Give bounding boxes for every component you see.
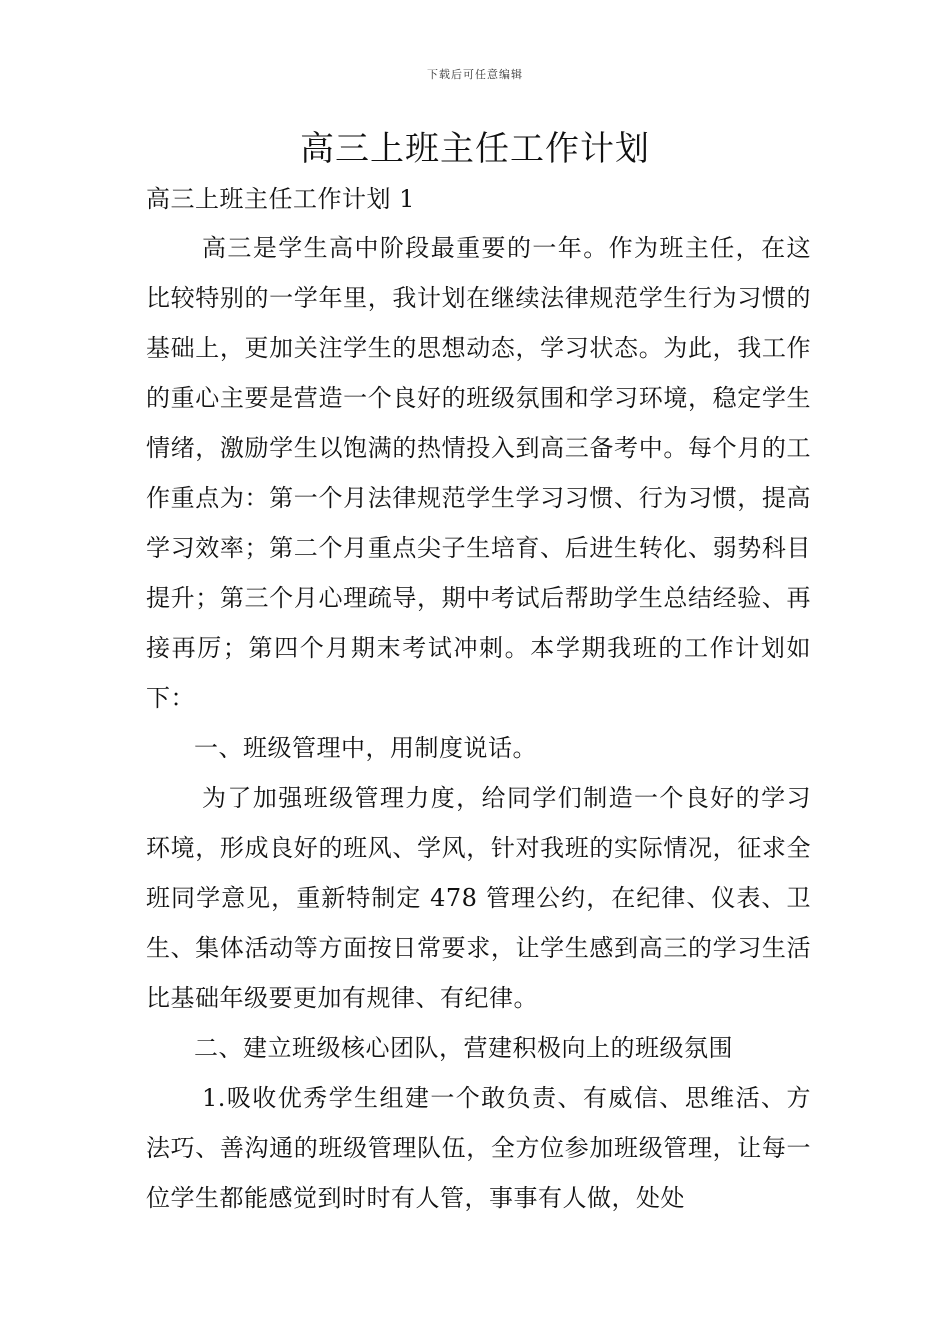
intro-paragraph: 高三是学生高中阶段最重要的一年。作为班主任，在这比较特别的一学年里，我计划在继续法律规范学生行为习惯的基础上，更加关注学生的思想动态，学习状态。为此，我工作的重心主要是营造一个良好的班级氛围和学习环境，稳定学生情绪，激励学生以饱满的热情投入到高三备考中。每个月的工作重点为：第一个月法律规范学生学习习惯、行为习惯，提高学习效率；第二个月重点尖子生培育、后进生转化、弱势科目提升；第三个月心理疏导，期中考试后帮助学生总结经验、再接再厉；第四个月期末考试冲刺。本学期我班的工作计划如下： — [146, 234, 811, 712]
header-note: 下载后可任意编辑 — [427, 68, 523, 81]
section-1-paragraph: 为了加强班级管理力度，给同学们制造一个良好的学习环境，形成良好的班风、学风，针对我班的实际情况，征求全班同学意见，重新特制定 478 管理公约，在纪律、仪表、卫生、集体活动等方面按日常要求，让学生感到高三的学习生活比基础年级要更加有规律、有纪律。 — [146, 784, 811, 1012]
section-1-heading: 一、班级管理中，用制度说话。 — [194, 734, 537, 762]
section-2-item-1: 1.吸收优秀学生组建一个敢负责、有威信、思维活、方法巧、善沟通的班级管理队伍，全方位参加班级管理，让每一位学生都能感觉到时时有人管，事事有人做，处处 — [146, 1084, 811, 1212]
document-title: 高三上班主任工作计划 — [300, 129, 650, 169]
document-subtitle: 高三上班主任工作计划 1 — [146, 185, 415, 213]
section-2-heading: 二、建立班级核心团队，营建积极向上的班级氛围 — [194, 1034, 733, 1062]
